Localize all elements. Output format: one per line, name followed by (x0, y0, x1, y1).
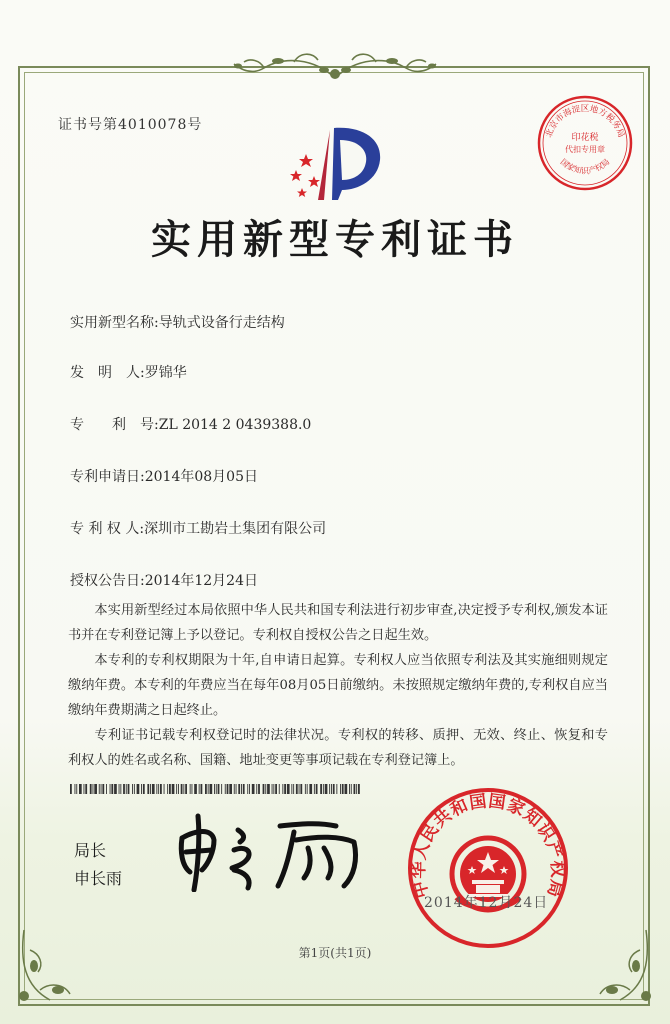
field-grant-date (70, 570, 258, 590)
field-label: 发 明 人: (70, 365, 145, 381)
tax-seal-ring-text: 北京市海淀区地方税务局 (544, 104, 626, 139)
official-seal-ring-text: 中华人民共和国国家知识产权局 (408, 791, 568, 901)
field-patent-number (70, 414, 311, 434)
field-utility-model-name (70, 312, 285, 332)
field-label: 授权公告日: (70, 573, 145, 589)
field-label: 专 利 号: (70, 417, 159, 433)
field-label: 专利申请日: (70, 469, 145, 485)
field-value: 导轨式设备行走结构 (158, 315, 285, 331)
tax-seal-line2: 代扣专用章 (565, 145, 605, 154)
bottom-right-ornament (570, 920, 660, 1010)
bottom-left-ornament (10, 920, 100, 1010)
director-title: 局长 (74, 841, 107, 860)
official-seal (406, 786, 570, 950)
field-label: 实用新型名称: (70, 315, 159, 331)
tax-seal (536, 94, 634, 192)
seal-date: 2014年12月24日 (424, 895, 549, 911)
director-name: 申长雨 (74, 869, 123, 888)
field-label: 专 利 权 人: (70, 521, 145, 537)
field-application-date (70, 466, 258, 486)
tax-seal-line1: 印花税 (571, 133, 599, 143)
paragraph-term: 本专利的专利权期限为十年,自申请日起算。专利权人应当依照专利法及其实施细则规定缴纳年费。本专利的年费应当在每年08月05日前缴纳。未按照规定缴纳年费的,专利权自应当缴纳年费期满之日起终止。 (68, 653, 608, 718)
patent-office-logo-icon (284, 120, 386, 204)
field-value: 罗锦华 (144, 365, 187, 381)
certificate-number: 证书号第4010078号 (58, 117, 203, 133)
field-inventor (70, 362, 187, 382)
paragraph-legal-status: 专利证书记载专利权登记时的法律状况。专利权的转移、质押、无效、终止、恢复和专利权人的姓名或名称、国籍、地址变更等事项记载在专利登记簿上。 (68, 728, 608, 768)
page-number: 第1页(共1页) (298, 946, 372, 960)
barcode-icon (70, 784, 362, 794)
field-value: 深圳市工勘岩土集团有限公司 (144, 521, 327, 537)
director-signature (168, 808, 368, 892)
certificate-title: 实用新型专利证书 (151, 216, 519, 263)
field-value: 2014年08月05日 (144, 469, 258, 485)
field-patentee (70, 518, 326, 538)
certificate-body (68, 598, 608, 773)
svg-text:国家知识产权局 (559, 157, 612, 175)
field-value: ZL 2014 2 0439388.0 (158, 417, 312, 433)
tax-seal-bottom-text: 国家知识产权局 (558, 157, 612, 176)
field-value: 2014年12月24日 (144, 573, 258, 589)
paragraph-grant: 本实用新型经过本局依照中华人民共和国专利法进行初步审查,决定授予专利权,颁发本证书并在专利登记簿上予以登记。专利权自授权公告之日起生效。 (68, 603, 608, 643)
top-ornament (214, 48, 456, 88)
